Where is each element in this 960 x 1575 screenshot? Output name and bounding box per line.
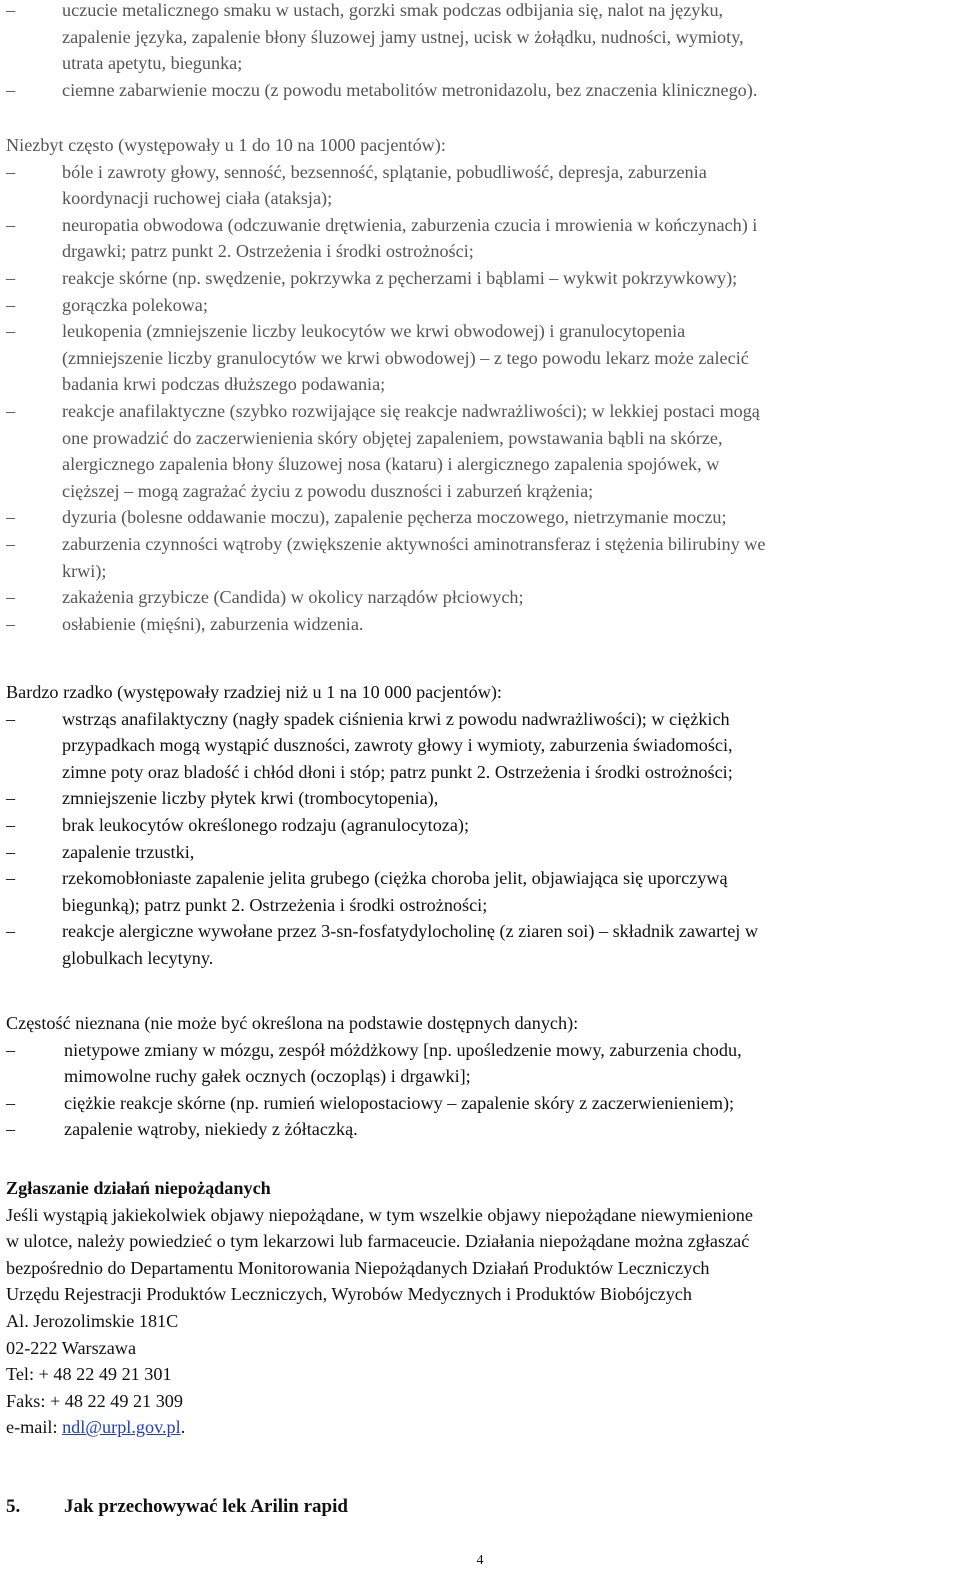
line: one prowadzić do zaczerwienienia skóry objętej zapaleniem, powstawania bąbli na skórze, [62,427,723,448]
dash-glyph: – [6,533,16,554]
dash-glyph: – [6,400,16,421]
line: mimowolne ruchy gałek ocznych (oczopląs) i drgawki]; [64,1066,471,1087]
list-item [6,212,956,265]
list-item [6,1116,956,1143]
dash-glyph: – [6,708,16,729]
dash-glyph: – [6,321,16,342]
dash-glyph: – [6,214,16,235]
line: uczucie metalicznego smaku w ustach, gorzki smak podczas odbijania się, nalot na języku, [62,0,724,20]
line: bezpośrednio do Departamentu Monitorowania Niepożądanych Działań Produktów Leczniczych [6,1257,710,1278]
dash-glyph: – [6,587,16,608]
list-item [6,292,956,319]
line: bóle i zawroty głowy, senność, bezsenność, splątanie, pobudliwość, depresja, zaburzenia [62,161,707,182]
list-item [6,398,956,504]
dash-glyph: – [6,79,16,100]
line: wstrząs anafilaktyczny (nagły spadek ciśnienia krwi z powodu nadwrażliwości); w ciężkich [62,708,730,729]
section-uncommon [6,132,956,637]
dash-glyph: – [6,0,16,20]
line: cięższej – mogą zagrażać życiu z powodu duszności i zaburzeń krążenia; [62,480,594,501]
section-heading: Niezbyt często (występowały u 1 do 10 na 1000 pacjentów): [6,135,446,155]
list-top [6,0,956,103]
dash-glyph: – [6,841,16,862]
dash-glyph: – [6,507,16,528]
line: utrata apetytu, biegunka; [62,53,243,74]
section-reporting [6,1175,956,1441]
list-item [6,531,956,584]
list-item [6,584,956,611]
line: biegunką); patrz punkt 2. Ostrzeżenia i środki ostrożności; [62,894,488,915]
dash-glyph: – [6,814,16,835]
line: krwi); [62,560,107,581]
list-item [6,0,956,77]
list-item [6,865,956,918]
email-suffix: . [180,1417,186,1438]
email-line [6,1414,956,1441]
line: reakcje anafilaktyczne (szybko rozwijające się reakcje nadwrażliwości); w lekkiej postaci mogą [62,400,760,421]
line: ciężkie reakcje skórne (np. rumień wielopostaciowy – zapalenie skóry z zaczerwienieniem); [64,1092,735,1113]
line: osłabienie (mięśni), zaburzenia widzenia. [62,613,364,634]
line: zaburzenia czynności wątroby (zwiększenie aktywności aminotransferaz i stężenia bilirubiny we [62,533,766,554]
line: ciemne zabarwienie moczu (z powodu metabolitów metronidazolu, bez znaczenia klinicznego). [62,79,758,100]
line: Jeśli wystąpią jakiekolwiek objawy niepożądane, w tym wszelkie objawy niepożądane niewymienione [6,1204,753,1225]
list-item [6,318,956,398]
list-item [6,1037,956,1090]
dash-glyph: – [6,267,16,288]
dash-glyph: – [6,294,16,315]
line: reakcje alergiczne wywołane przez 3-sn-fosfatydylocholinę (z ziaren soi) – składnik zawartej w [62,921,759,942]
reporting-heading: Zgłaszanie działań niepożądanych [6,1178,271,1198]
dash-glyph: – [6,1092,16,1113]
line: brak leukocytów określonego rodzaju (agranulocytoza); [62,814,470,835]
section-number: 5. [6,1496,21,1517]
line: badania krwi podczas dłuższego podawania; [62,374,386,395]
line: przypadkach mogą wystąpić duszności, zawroty głowy i wymioty, zaburzenia świadomości, [62,735,733,756]
phone-line: Tel: + 48 22 49 21 301 [6,1364,172,1385]
list-item [6,839,956,866]
section-title-text: Jak przechowywać lek Arilin rapid [64,1496,348,1517]
line: alergicznego zapalenia błony śluzowej nosa (kataru) i alergicznego zapalenia spojówek, w [62,454,720,475]
list-item [6,1090,956,1117]
page-number: 4 [476,1553,484,1568]
dash-glyph: – [6,788,16,809]
list-item [6,77,956,104]
dash-glyph: – [6,868,16,889]
line: zmniejszenie liczby płytek krwi (trombocytopenia), [62,788,439,809]
list-item [6,159,956,212]
email-label: e-mail: [6,1417,63,1438]
address-line: Al. Jerozolimskie 181C [6,1310,179,1331]
section-5-title [6,1494,348,1521]
line: koordynacji ruchowej ciała (ataksja); [62,188,333,209]
line: zimne poty oraz bladość i chłód dłoni i stóp; patrz punkt 2. Ostrzeżenia i środki ostrożności; [62,761,733,782]
address-line: 02-222 Warszawa [6,1337,137,1358]
line: zapalenie trzustki, [62,841,195,862]
line: zakażenia grzybicze (Candida) w okolicy narządów płciowych; [62,587,524,608]
list-item [6,504,956,531]
line: neuropatia obwodowa (odczuwanie drętwienia, zaburzenia czucia i mrowienia w kończynach) i [62,214,758,235]
line: globulkach lecytyny. [62,947,214,968]
email-link[interactable]: ndl@urpl.gov.pl [62,1417,181,1438]
section-heading: Częstość nieznana (nie może być określona na podstawie dostępnych danych): [6,1013,579,1033]
line: leukopenia (zmniejszenie liczby leukocytów we krwi obwodowej) i granulocytopenia [62,321,686,342]
line: reakcje skórne (np. swędzenie, pokrzywka z pęcherzami i bąblami – wykwit pokrzywkowy); [62,267,738,288]
line: rzekomobłoniaste zapalenie jelita grubego (ciężka choroba jelit, objawiająca się uporczywą [62,868,728,889]
section-very-rare [6,679,956,972]
line: w ulotce, należy powiedzieć o tym lekarzowi lub farmaceucie. Działania niepożądane można zgłaszać [6,1231,750,1252]
dash-glyph: – [6,161,16,182]
line: drgawki; patrz punkt 2. Ostrzeżenia i środki ostrożności; [62,241,474,262]
list-item [6,785,956,812]
list-item [6,706,956,786]
list-item [6,265,956,292]
line: Urzędu Rejestracji Produktów Leczniczych, Wyrobów Medycznych i Produktów Biobójczych [6,1284,692,1305]
dash-glyph: – [6,1119,16,1140]
dash-glyph: – [6,613,16,634]
section-unknown [6,1010,956,1143]
list-item [6,611,956,638]
line: gorączka polekowa; [62,294,208,315]
line: zapalenie wątroby, niekiedy z żółtaczką. [64,1119,358,1140]
section-heading: Bardzo rzadko (występowały rzadziej niż u 1 na 10 000 pacjentów): [6,682,502,702]
fax-line: Faks: + 48 22 49 21 309 [6,1390,183,1411]
line: dyzuria (bolesne oddawanie moczu), zapalenie pęcherza moczowego, nietrzymanie moczu; [62,507,727,528]
line: (zmniejszenie liczby granulocytów we krwi obwodowej) – z tego powodu lekarz może zalecić [62,347,749,368]
line: nietypowe zmiany w mózgu, zespół móżdżkowy [np. upośledzenie mowy, zaburzenia chodu, [64,1039,742,1060]
list-item [6,812,956,839]
dash-glyph: – [6,1039,16,1060]
line: zapalenie języka, zapalenie błony śluzowej jamy ustnej, ucisk w żołądku, nudności, wymioty, [62,26,744,47]
dash-glyph: – [6,921,16,942]
list-item [6,918,956,971]
